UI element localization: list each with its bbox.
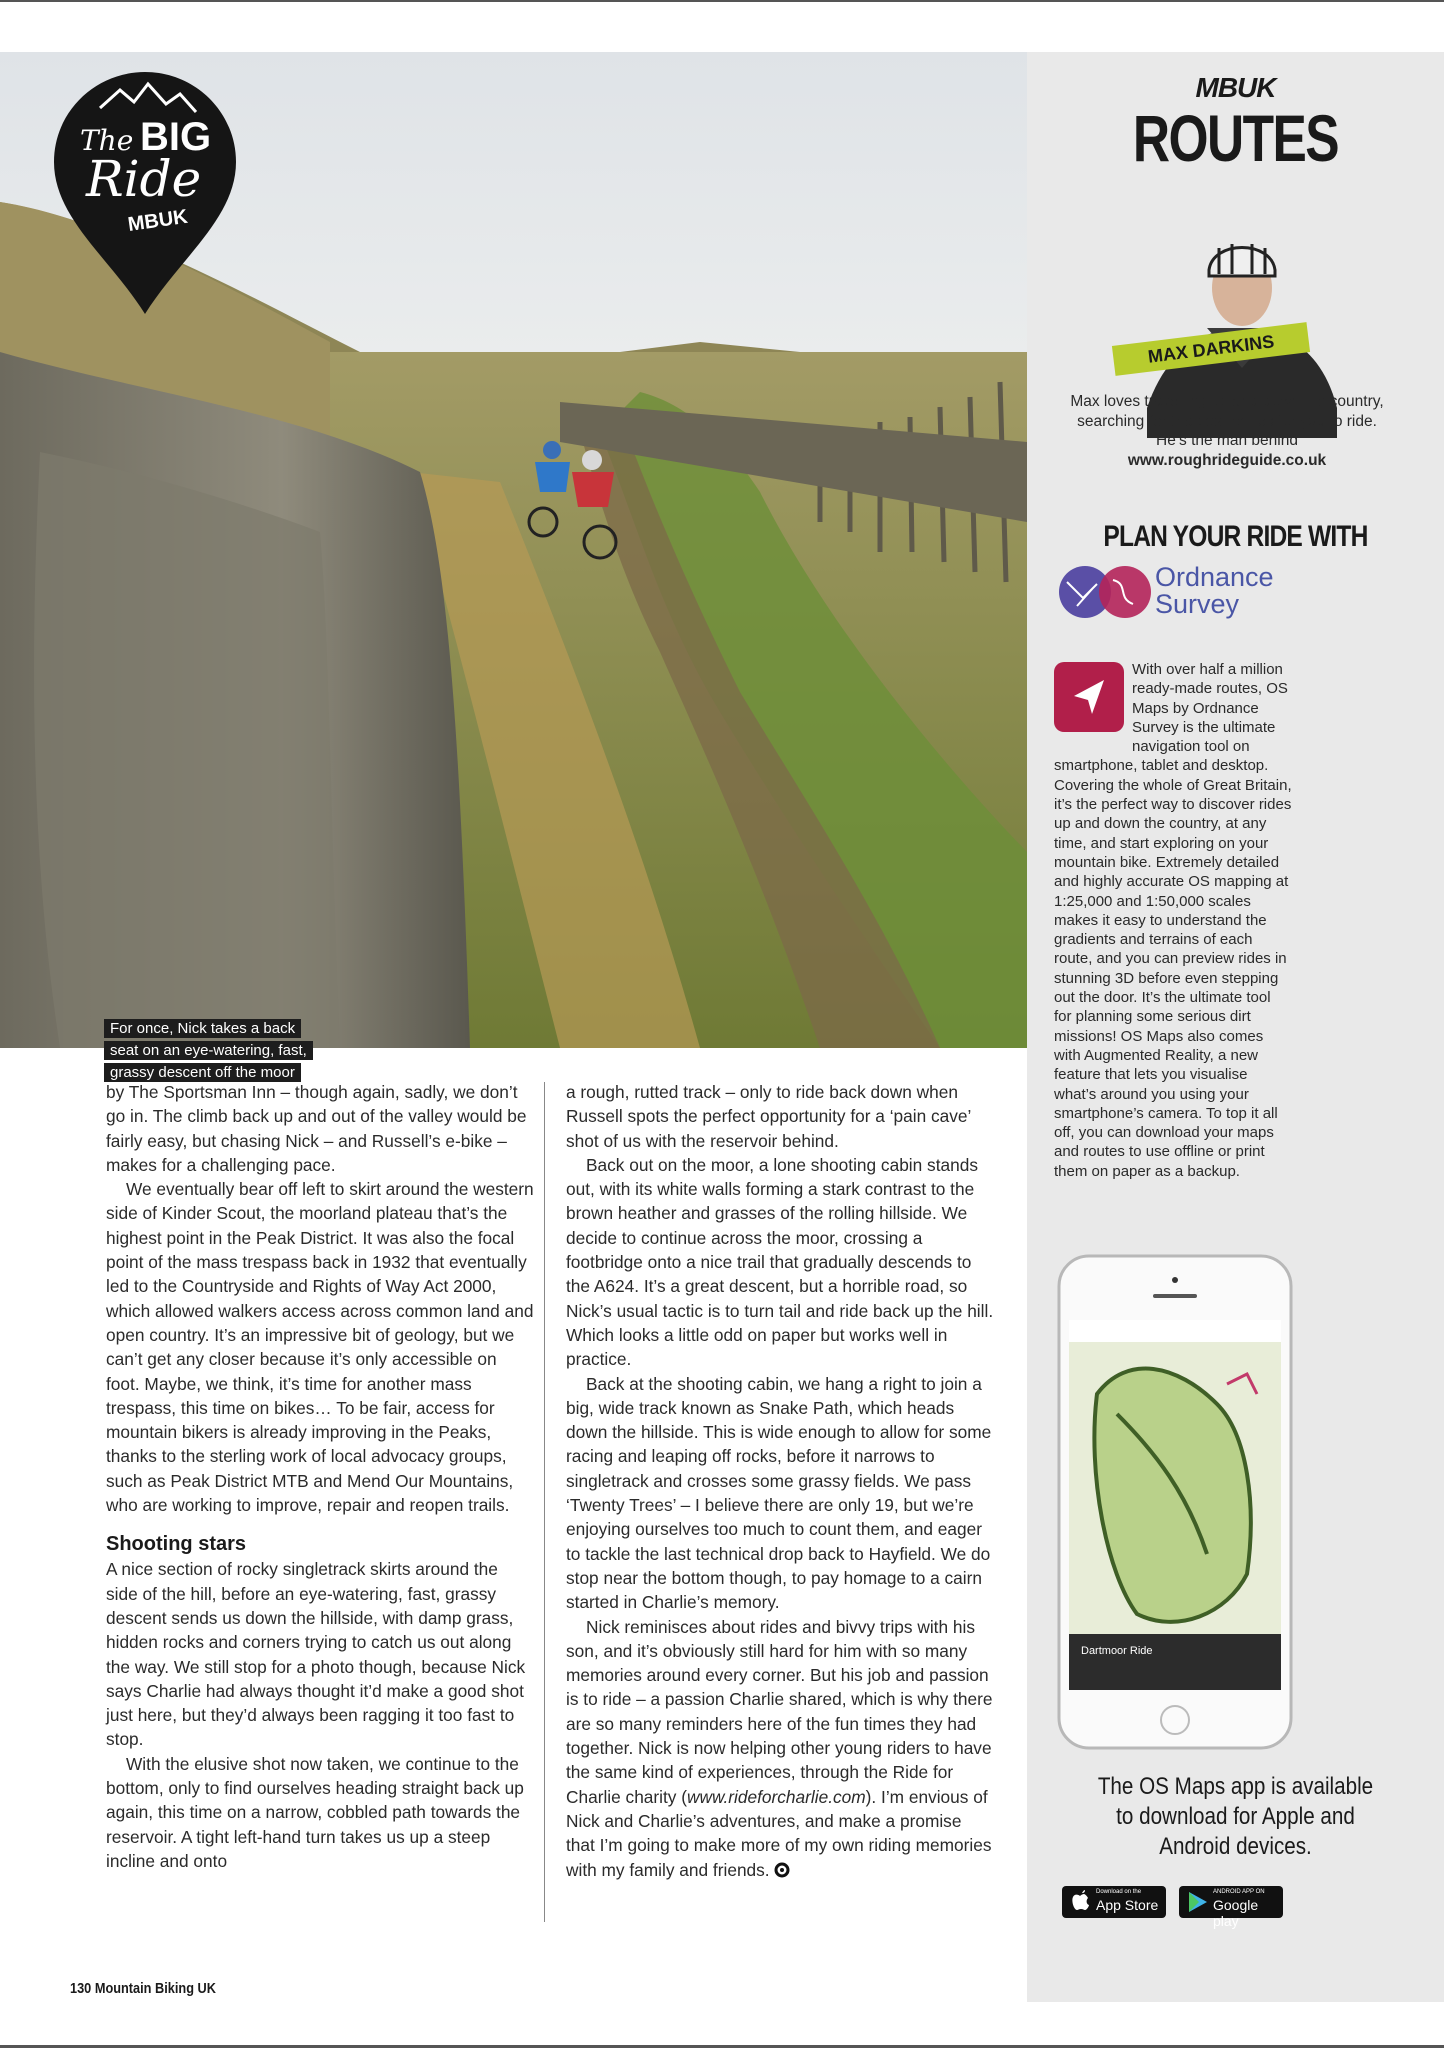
plan-your-ride-heading: PLAN YOUR RIDE WITH: [1103, 520, 1368, 553]
sidebar-brand: MBUK: [1195, 72, 1276, 103]
paragraph: Nick reminisces about rides and bivvy trips with his son, and it’s obviously still hard for him with so many memories around every corner. But his job and passion is to ride – a passion Charlie shared, which is why there are so many reminders here of the fun times they had together. Nick is now helping other young riders to have the same kind of experiences, through the Ride for Charlie charity (www.rideforcharlie.com). I’m envious of Nick and Charlie’s adventures, and make a promise that I’m going to make more of my own riding memories with my family and friends.: [566, 1616, 993, 1880]
article-column-1: [106, 1080, 534, 1873]
photo-caption: For once, Nick takes a back seat on an eye-watering, fast, grassy descent off the moor: [104, 1018, 324, 1084]
author-bio: Max loves travelling up and down the country, searching for the best routes for you to ride. He’s the man behind www.roughrideguide.co.uk: [1070, 393, 1384, 469]
svg-text:Dartmoor Ride: Dartmoor Ride: [1081, 1645, 1153, 1657]
article-column-2: [566, 1080, 994, 1882]
ordnance-survey-wordmark: Ordnance Survey: [1155, 562, 1274, 619]
google-play-icon: [1183, 1886, 1213, 1918]
google-play-button[interactable]: ANDROID APP ON Google play: [1179, 1886, 1283, 1918]
paragraph: by The Sportsman Inn – though again, sadly, we don’t go in. The climb back up and out of the valley would be fairly easy, but chasing Nick – and Russell’s e-bike – makes for a challenging pace.: [106, 1082, 527, 1175]
page-folio: 130 Mountain Biking UK: [70, 1980, 216, 1997]
top-rule: [0, 0, 1444, 2]
routes-sidebar: [1027, 52, 1444, 2002]
paragraph: Back at the shooting cabin, we hang a right to join a big, wide track known as Snake Path, which heads down the hillside. This is wide enough to allow for some racing and leaping off rocks, before it narrows to singletrack and crosses some grassy fields. We pass ‘Twenty Trees’ – I believe there are only 19, but we’re enjoying ourselves too much to count them, and eager to tackle the last technical drop back to Hayfield. We do stop near the bottom though, to pay homage to a cairn started in Charlie’s memory.: [566, 1373, 992, 1613]
apple-icon: [1066, 1886, 1096, 1918]
author-name-tag: MAX DARKINS: [1112, 322, 1310, 376]
paragraph: a rough, rutted track – only to ride back down when Russell spots the perfect opportunity for a ‘pain cave’ shot of us with the reservoir behind.: [566, 1082, 971, 1151]
app-availability-text: The OS Maps app is available to download for Apple and Android devices.: [1097, 1773, 1374, 1860]
big-ride-badge: [50, 68, 240, 318]
charity-link[interactable]: www.rideforcharlie.com: [687, 1786, 866, 1807]
end-mark-icon: [774, 1862, 790, 1878]
column-divider: [544, 1082, 545, 1922]
paragraph: We eventually bear off left to skirt around the western side of Kinder Scout, the moorland plateau that’s the highest point in the Peak District. It was also the focal point of the mass trespass back in 1932 that eventually led to the Countryside and Rights of Way Act 2000, which allowed walkers access across common land and open country. It’s an impressive bit of geology, but we can’t get any closer because it’s only accessible on foot. Maybe, we think, it’s time for another mass trespass, this time on bikes… To be fair, access for mountain bikers is already improving in the Peaks, thanks to the sterling work of local advocacy groups, such as Peak District MTB and Mend Our Mountains, who are working to improve, repair and reopen trails.: [106, 1179, 534, 1516]
paragraph: Back out on the moor, a lone shooting cabin stands out, with its white walls forming a stark contrast to the brown heather and grasses of the rolling hillside. We decide to continue across the moor, crossing a footbridge onto a nice trail that gradually descends to the A624. It’s a great descent, but a horrible road, so Nick’s usual tactic is to turn tail and ride back up the hill. Which looks a little odd on paper but works well in practice.: [566, 1154, 994, 1370]
author-website-link[interactable]: www.roughrideguide.co.uk: [1127, 451, 1327, 469]
sidebar-title: ROUTES: [1132, 101, 1339, 175]
paragraph: A nice section of rocky singletrack skirts around the side of the hill, before an eye-watering, fast, grassy descent sends us down the hillside, with damp grass, hidden rocks and corners trying to catch us out along the way. We still stop for a photo though, because Nick says Charlie had always thought it’d make a good shot just here, but they’d always been ragging it too fast to stop.: [106, 1559, 526, 1750]
svg-text:MBUK: MBUK: [126, 205, 190, 236]
svg-text:The: The: [80, 124, 134, 157]
app-store-button[interactable]: Download on the App Store: [1062, 1886, 1166, 1918]
paragraph: With the elusive shot now taken, we continue to the bottom, only to find ourselves heading straight back up again, this time on a narrow, cobbled path towards the reservoir. A tight left-hand turn takes us up a steep incline and onto: [106, 1753, 524, 1871]
svg-text:BIG: BIG: [140, 115, 212, 159]
svg-text:Ride: Ride: [86, 150, 202, 208]
section-heading: Shooting stars: [106, 1533, 247, 1556]
os-maps-description: With over half a million ready-made routes, OS Maps by Ordnance Survey is the ultimate navigation tool on smartphone, tablet and desktop. Covering the whole of Great Britain, it’s the perfect way to discover rides up and down the country, at any time, and start exploring on your mountain bike. Extremely detailed and highly accurate OS mapping at 1:25,000 and 1:50,000 scales makes it easy to understand the gradients and terrains of each route, and you can preview rides in stunning 3D before even stepping out the door. It’s the ultimate tool for planning some serious dirt missions! OS Maps also comes with Augmented Reality, a new feature that lets you visualise what’s around you using your smartphone’s camera. To top it all off, you can download your maps and routes to use offline or print them on paper as a backup.: [1054, 661, 1292, 1180]
phone-mockup: [1057, 1254, 1293, 1750]
